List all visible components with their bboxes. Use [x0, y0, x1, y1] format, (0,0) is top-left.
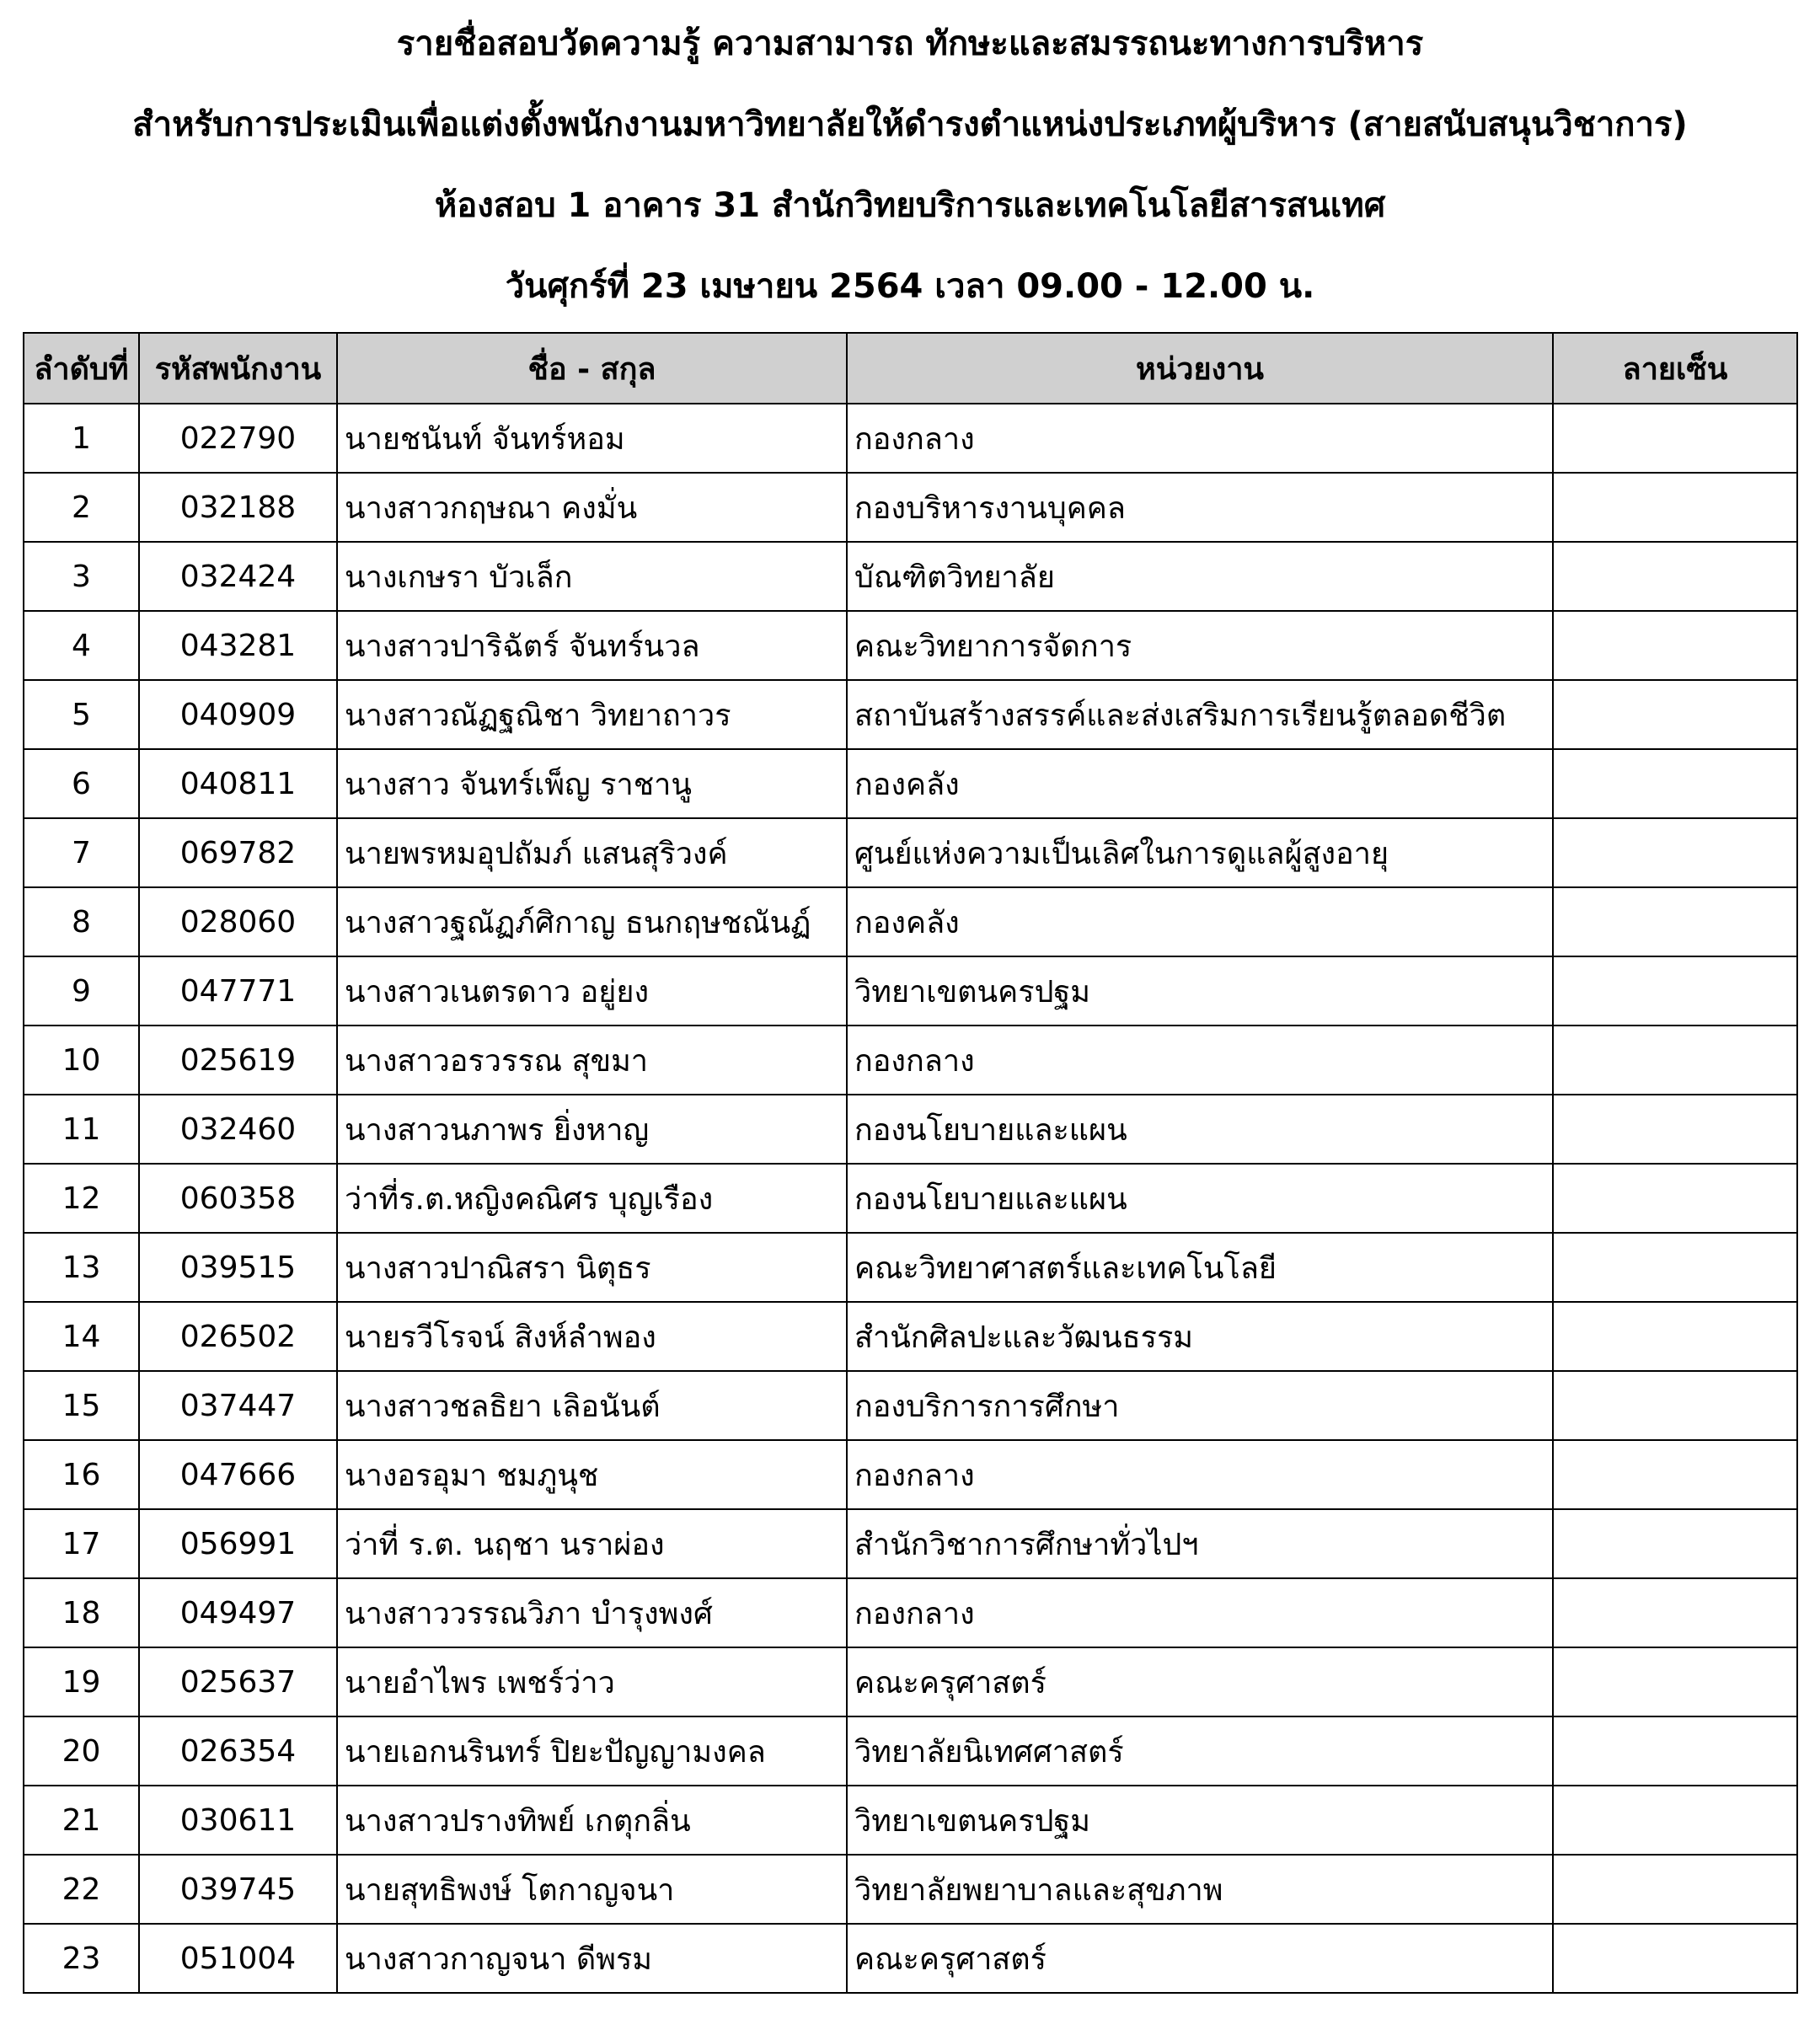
exam-date-line: วันศุกร์ที่ 23 เมษายน 2564 เวลา 09.00 - 12.00 น. [505, 267, 1315, 306]
column-header-signature: ลายเซ็น [1553, 333, 1797, 404]
employee-id: 030611 [139, 1786, 337, 1855]
row-number: 14 [24, 1302, 139, 1371]
full-name: นางอรอุมา ชมภูนุช [337, 1440, 847, 1509]
table-row [24, 542, 1797, 611]
table-row [24, 680, 1797, 749]
row-number: 15 [24, 1371, 139, 1440]
table-row [24, 1578, 1797, 1647]
table-row [24, 887, 1797, 956]
signature-cell[interactable] [1553, 1233, 1797, 1302]
title-line-1: รายชื่อสอบวัดความรู้ ความสามารถ ทักษะและสมรรถนะทางการบริหาร [396, 24, 1424, 63]
signature-cell[interactable] [1553, 1302, 1797, 1371]
employee-id: 022790 [139, 404, 337, 473]
signature-cell[interactable] [1553, 887, 1797, 956]
signature-cell[interactable] [1553, 1855, 1797, 1924]
signature-cell[interactable] [1553, 1716, 1797, 1786]
signature-cell[interactable] [1553, 1924, 1797, 1993]
employee-id: 047771 [139, 956, 337, 1026]
table-row [24, 1716, 1797, 1786]
table-row [24, 818, 1797, 887]
full-name: นางสาววรรณวิภา บำรุงพงศ์ [337, 1578, 847, 1647]
full-name: นางสาวอรวรรณ สุขมา [337, 1026, 847, 1095]
department: คณะครุศาสตร์ [847, 1647, 1553, 1716]
full-name: นายรวีโรจน์ สิงห์ลำพอง [337, 1302, 847, 1371]
row-number: 7 [24, 818, 139, 887]
row-number: 22 [24, 1855, 139, 1924]
signature-cell[interactable] [1553, 473, 1797, 542]
department: ศูนย์แห่งความเป็นเลิศในการดูแลผู้สูงอายุ [847, 818, 1553, 887]
employee-id: 043281 [139, 611, 337, 680]
employee-id: 051004 [139, 1924, 337, 1993]
employee-id: 039515 [139, 1233, 337, 1302]
signature-cell[interactable] [1553, 956, 1797, 1026]
employee-id: 060358 [139, 1164, 337, 1233]
full-name: นางสาว จันทร์เพ็ญ ราชานู [337, 749, 847, 818]
employee-id: 047666 [139, 1440, 337, 1509]
signature-cell[interactable] [1553, 611, 1797, 680]
row-number: 3 [24, 542, 139, 611]
column-header-department: หน่วยงาน [847, 333, 1553, 404]
full-name: นางสาวปาริฉัตร์ จันทร์นวล [337, 611, 847, 680]
signature-cell[interactable] [1553, 1578, 1797, 1647]
table-row [24, 1855, 1797, 1924]
signature-cell[interactable] [1553, 749, 1797, 818]
table-row [24, 1786, 1797, 1855]
row-number: 4 [24, 611, 139, 680]
signature-cell[interactable] [1553, 1509, 1797, 1578]
department: วิทยาเขตนครปฐม [847, 1786, 1553, 1855]
row-number: 11 [24, 1095, 139, 1164]
row-number: 18 [24, 1578, 139, 1647]
department: กองกลาง [847, 1578, 1553, 1647]
department: กองกลาง [847, 1026, 1553, 1095]
row-number: 9 [24, 956, 139, 1026]
employee-id: 040909 [139, 680, 337, 749]
row-number: 2 [24, 473, 139, 542]
department: สำนักวิชาการศึกษาทั่วไปฯ [847, 1509, 1553, 1578]
table-row [24, 1026, 1797, 1095]
table-row [24, 1302, 1797, 1371]
full-name: นางสาวกฤษณา คงมั่น [337, 473, 847, 542]
employee-id: 025637 [139, 1647, 337, 1716]
signature-cell[interactable] [1553, 1026, 1797, 1095]
department: สถาบันสร้างสรรค์และส่งเสริมการเรียนรู้ตลอดชีวิต [847, 680, 1553, 749]
row-number: 17 [24, 1509, 139, 1578]
employee-id: 026354 [139, 1716, 337, 1786]
department: วิทยาลัยนิเทศศาสตร์ [847, 1716, 1553, 1786]
row-number: 23 [24, 1924, 139, 1993]
employee-id: 032188 [139, 473, 337, 542]
department: กองคลัง [847, 887, 1553, 956]
column-header-employee-id: รหัสพนักงาน [139, 333, 337, 404]
signature-cell[interactable] [1553, 1164, 1797, 1233]
full-name: นางเกษรา บัวเล็ก [337, 542, 847, 611]
employee-id: 026502 [139, 1302, 337, 1371]
department: สำนักศิลปะและวัฒนธรรม [847, 1302, 1553, 1371]
signature-cell[interactable] [1553, 680, 1797, 749]
employee-id: 049497 [139, 1578, 337, 1647]
department: กองนโยบายและแผน [847, 1164, 1553, 1233]
row-number: 20 [24, 1716, 139, 1786]
table-body [24, 404, 1797, 1993]
table-row [24, 1164, 1797, 1233]
row-number: 1 [24, 404, 139, 473]
full-name: นายอำไพร เพชร์ว่าว [337, 1647, 847, 1716]
department: คณะวิทยาศาสตร์และเทคโนโลยี [847, 1233, 1553, 1302]
employee-id: 025619 [139, 1026, 337, 1095]
signature-cell[interactable] [1553, 404, 1797, 473]
row-number: 21 [24, 1786, 139, 1855]
employee-id: 039745 [139, 1855, 337, 1924]
column-header-name: ชื่อ - สกุล [337, 333, 847, 404]
full-name: นางสาวชลธิยา เลิอนันต์ [337, 1371, 847, 1440]
employee-id: 032424 [139, 542, 337, 611]
full-name: นายชนันท์ จันทร์หอม [337, 404, 847, 473]
full-name: นางสาวกาญจนา ดีพรม [337, 1924, 847, 1993]
employee-id: 037447 [139, 1371, 337, 1440]
full-name: นางสาวเนตรดาว อยู่ยง [337, 956, 847, 1026]
employee-id: 056991 [139, 1509, 337, 1578]
signature-cell[interactable] [1553, 1440, 1797, 1509]
signature-cell[interactable] [1553, 1095, 1797, 1164]
table-row [24, 404, 1797, 473]
row-number: 10 [24, 1026, 139, 1095]
row-number: 8 [24, 887, 139, 956]
full-name: นางสาวฐณัฏภ์ศิกาญ ธนกฤษชณันฏ์ [337, 887, 847, 956]
full-name: นางสาวปรางทิพย์ เกตุกลิ่น [337, 1786, 847, 1855]
title-line-2: สำหรับการประเมินเพื่อแต่งตั้งพนักงานมหาวิทยาลัยให้ดำรงตำแหน่งประเภทผู้บริหาร (สายสนับสนุนวิชาการ) [132, 105, 1688, 144]
table-row [24, 611, 1797, 680]
signature-cell[interactable] [1553, 1647, 1797, 1716]
department: วิทยาลัยพยาบาลและสุขภาพ [847, 1855, 1553, 1924]
table-row [24, 1647, 1797, 1716]
full-name: ว่าที่ร.ต.หญิงคณิศร บุญเรือง [337, 1164, 847, 1233]
table-row [24, 1440, 1797, 1509]
table-row [24, 1509, 1797, 1578]
table-row [24, 1095, 1797, 1164]
table-row [24, 473, 1797, 542]
employee-id: 028060 [139, 887, 337, 956]
department: กองบริหารงานบุคคล [847, 473, 1553, 542]
department: กองคลัง [847, 749, 1553, 818]
table-row [24, 1371, 1797, 1440]
table-row [24, 956, 1797, 1026]
department: คณะครุศาสตร์ [847, 1924, 1553, 1993]
attendee-table [23, 332, 1798, 1994]
column-header-no: ลำดับที่ [24, 333, 139, 404]
row-number: 6 [24, 749, 139, 818]
department: วิทยาเขตนครปฐม [847, 956, 1553, 1026]
full-name: นางสาวนภาพร ยิ่งหาญ [337, 1095, 847, 1164]
signature-cell[interactable] [1553, 1786, 1797, 1855]
department: คณะวิทยาการจัดการ [847, 611, 1553, 680]
full-name: นางสาวปาณิสรา นิตุธร [337, 1233, 847, 1302]
employee-id: 032460 [139, 1095, 337, 1164]
employee-id: 069782 [139, 818, 337, 887]
row-number: 12 [24, 1164, 139, 1233]
exam-room-line: ห้องสอบ 1 อาคาร 31 สำนักวิทยบริการและเทคโนโลยีสารสนเทศ [434, 186, 1386, 225]
table-header-row [24, 333, 1797, 404]
employee-id: 040811 [139, 749, 337, 818]
row-number: 19 [24, 1647, 139, 1716]
department: กองกลาง [847, 1440, 1553, 1509]
row-number: 5 [24, 680, 139, 749]
department: กองบริการการศึกษา [847, 1371, 1553, 1440]
department: กองนโยบายและแผน [847, 1095, 1553, 1164]
full-name: นางสาวณัฏฐณิชา วิทยาถาวร [337, 680, 847, 749]
department: กองกลาง [847, 404, 1553, 473]
row-number: 16 [24, 1440, 139, 1509]
signature-cell[interactable] [1553, 542, 1797, 611]
full-name: นายพรหมอุปถัมภ์ แสนสุริวงค์ [337, 818, 847, 887]
department: บัณฑิตวิทยาลัย [847, 542, 1553, 611]
row-number: 13 [24, 1233, 139, 1302]
signature-cell[interactable] [1553, 1371, 1797, 1440]
table-row [24, 1233, 1797, 1302]
full-name: นายสุทธิพงษ์ โตกาญจนา [337, 1855, 847, 1924]
full-name: นายเอกนรินทร์ ปิยะปัญญามงคล [337, 1716, 847, 1786]
table-row [24, 1924, 1797, 1993]
full-name: ว่าที่ ร.ต. นฤชา นราผ่อง [337, 1509, 847, 1578]
table-row [24, 749, 1797, 818]
signature-cell[interactable] [1553, 818, 1797, 887]
